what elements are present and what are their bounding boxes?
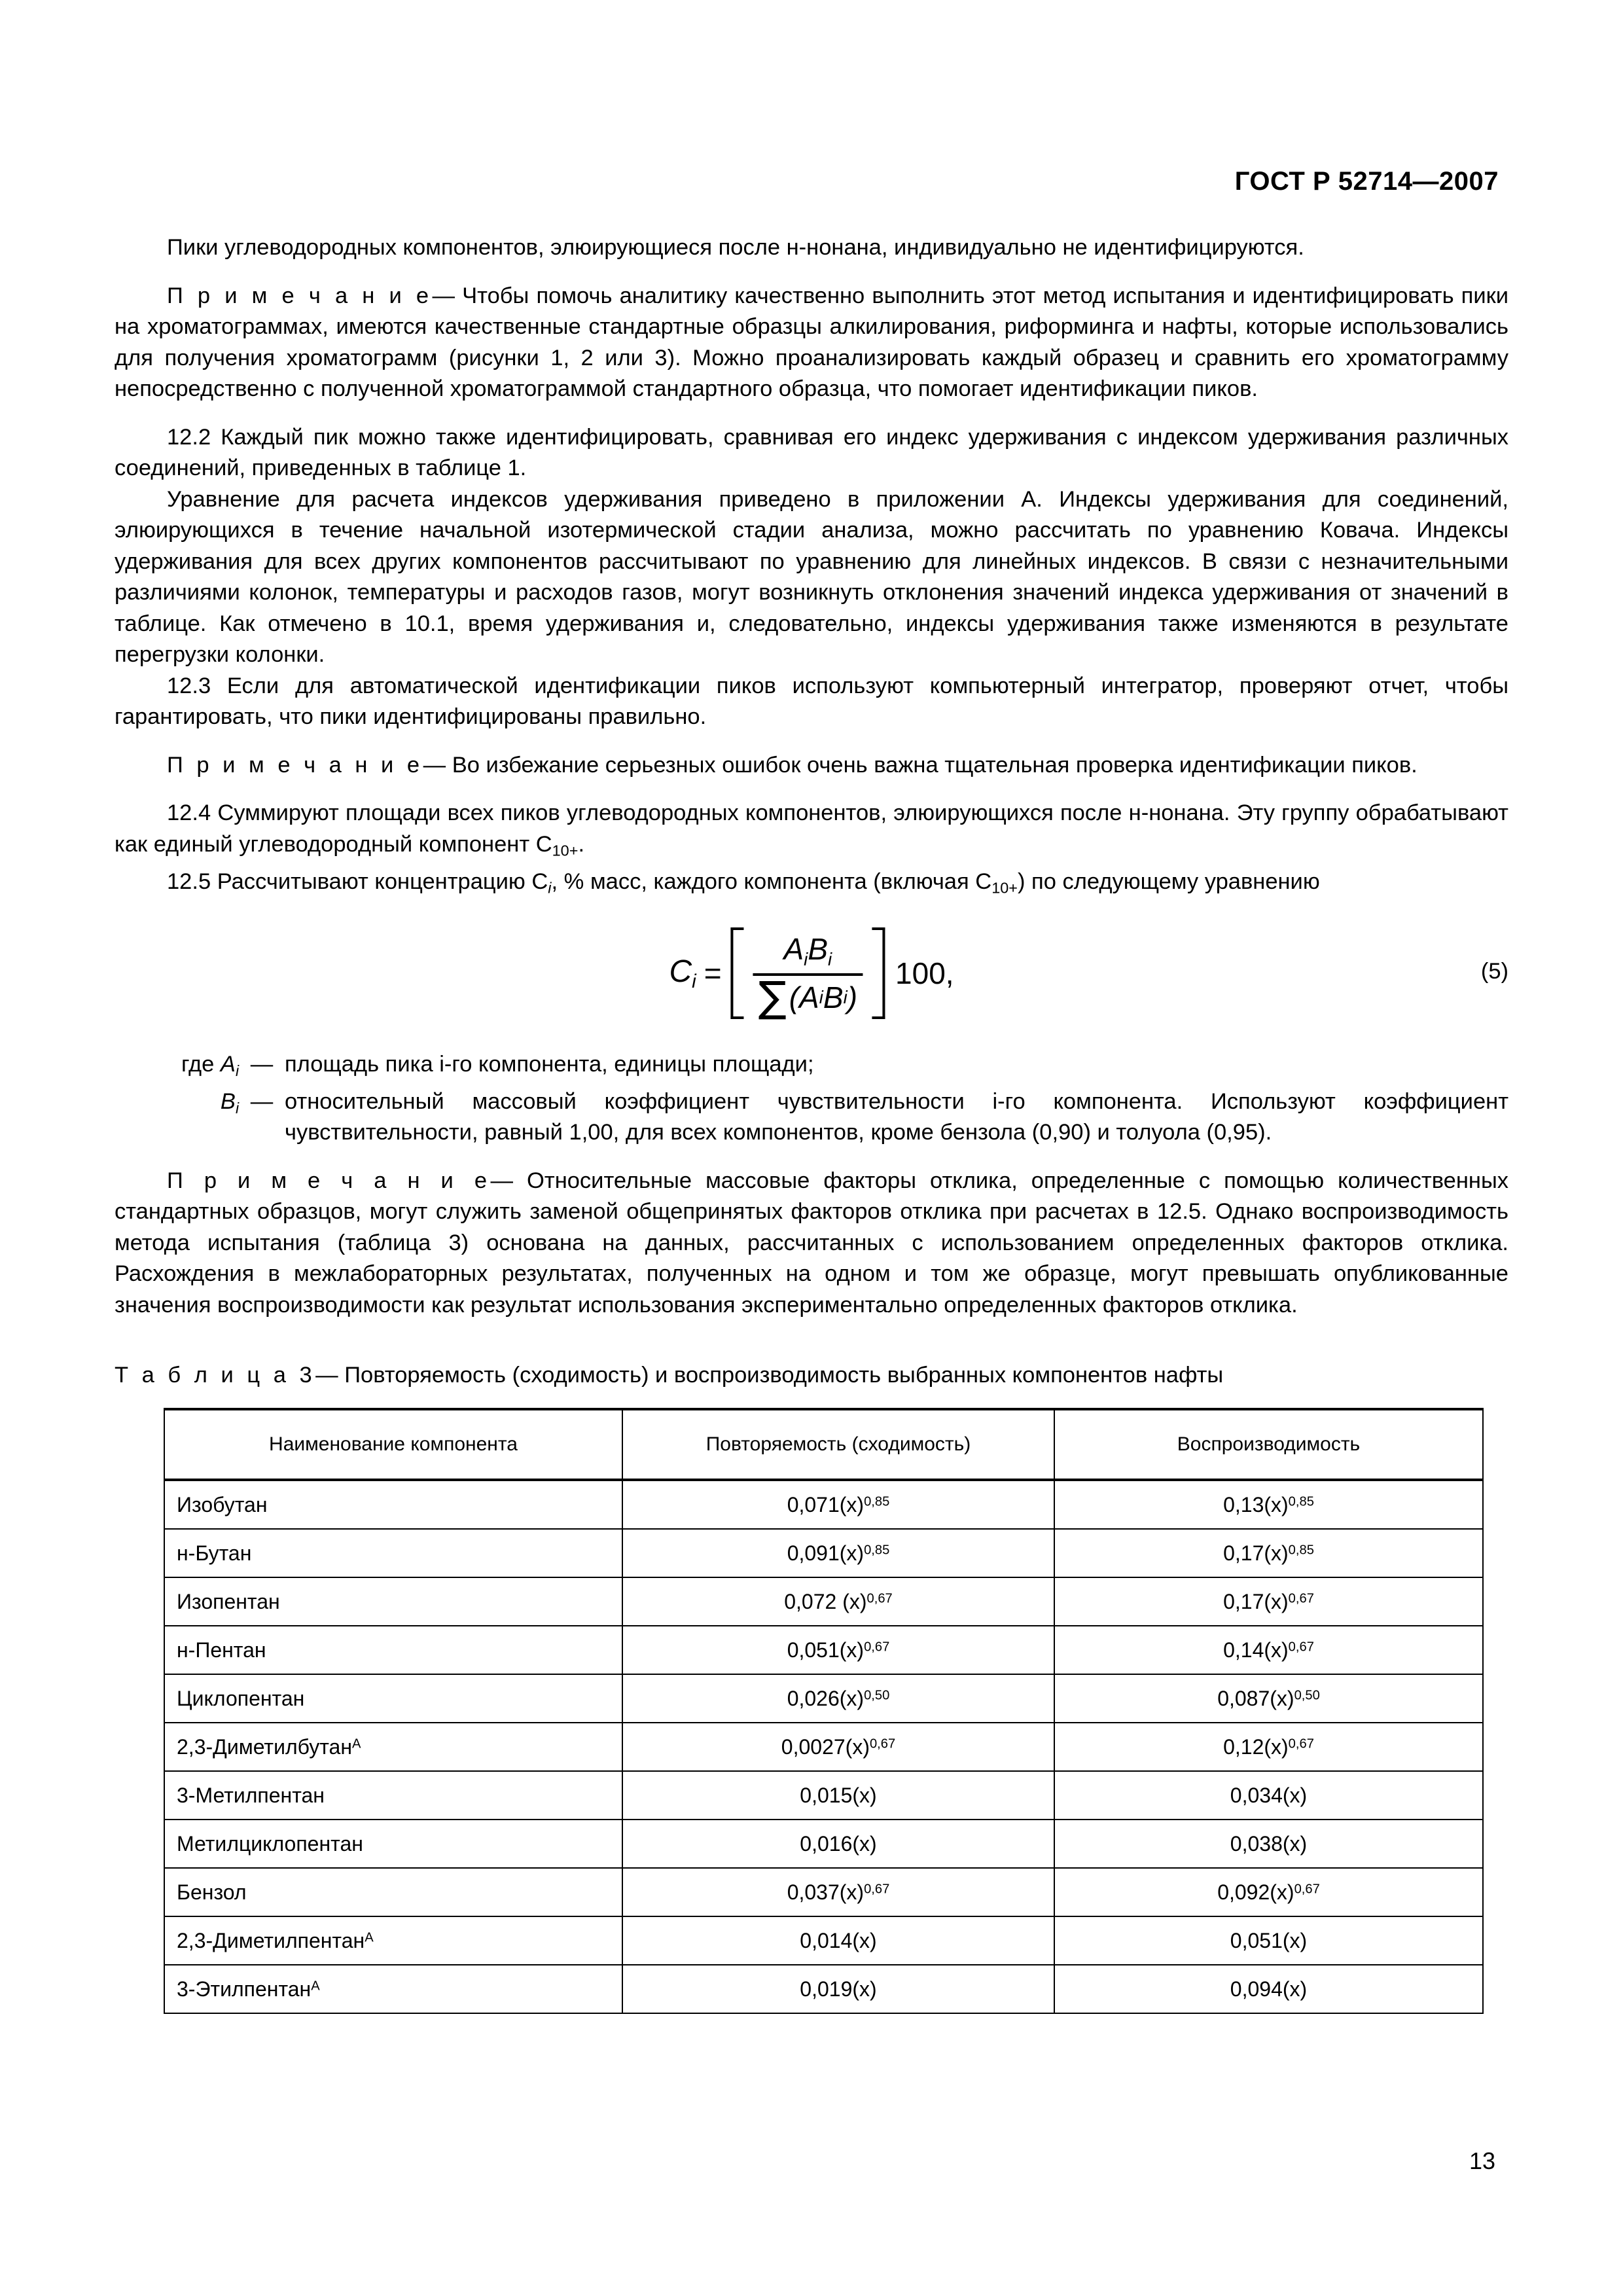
cell-repeatability	[622, 1820, 1054, 1868]
cell-reproducibility-superscript: 0,67	[1288, 1640, 1314, 1655]
table-header-row	[164, 1409, 1483, 1480]
page-number: 13	[1469, 2147, 1495, 2174]
cell-component-name	[164, 1771, 622, 1820]
clause-12-5-text-b: , % масс, каждого компонента (включая C	[551, 869, 992, 894]
clause-12-4	[115, 798, 1508, 867]
definition-dash: —	[250, 1088, 274, 1114]
column-header-repeatability: Повторяемость (сходимость)	[622, 1409, 1054, 1480]
subscript-c10plus: 10+	[552, 842, 579, 859]
repeatability-reproducibility-table	[164, 1408, 1484, 2014]
cell-component-name	[164, 1480, 622, 1529]
right-bracket	[872, 927, 885, 1020]
subscript-i: i	[548, 879, 552, 897]
fraction-numerator: $A_iB_i$	[783, 931, 832, 969]
fraction	[744, 927, 872, 1020]
cell-repeatability	[622, 1577, 1054, 1626]
cell-reproducibility	[1054, 1771, 1483, 1820]
table-body	[164, 1480, 1483, 2013]
subscript-c10plus: 10+	[991, 879, 1018, 897]
definition-row	[115, 1049, 1508, 1086]
clause-12-5-text-a: 12.5 Рассчитывают концентрацию C	[167, 869, 548, 894]
cell-repeatability	[622, 1916, 1054, 1965]
cell-component-name-text: Изопентан	[177, 1589, 280, 1613]
cell-component-name	[164, 1916, 622, 1965]
clause-12-2: 12.2 Каждый пик можно также идентифицировать, сравнивая его индекс удерживания с индексом удерживания различных соединений, приведенных в таблице 1.	[115, 424, 1508, 480]
cell-reproducibility	[1054, 1626, 1483, 1674]
note-body-text: — Чтобы помочь аналитику качественно выполнить этот метод испытания и идентифицировать пики на хроматограммах, имеются качественные стандартные образцы алкилирования, риформинга и нафты, которые использовались для получения хроматограмм (рисунки 1, 2 или 3). Можно проанализировать каждый образец и сравнить его хроматограмму непосредственно с полученной хроматограммой стандартного образца, что помогает идентификации пиков.	[115, 283, 1508, 401]
left-bracket	[731, 927, 744, 1020]
cell-component-name-text: 2,3-Диметилбутан	[177, 1734, 353, 1759]
table-row	[164, 1965, 1483, 2013]
cell-reproducibility-text: 0,094(x)	[1230, 1977, 1308, 2001]
cell-repeatability-text: 0,016(x)	[800, 1831, 877, 1856]
cell-repeatability-text: 0,014(x)	[800, 1928, 877, 1952]
cell-component-name-superscript: A	[365, 1930, 374, 1945]
cell-reproducibility-text: 0,038(x)	[1230, 1831, 1308, 1856]
cell-repeatability	[622, 1771, 1054, 1820]
cell-reproducibility	[1054, 1868, 1483, 1916]
definition-row	[115, 1086, 1508, 1149]
column-header-reproducibility: Воспроизводимость	[1054, 1409, 1483, 1480]
cell-component-name	[164, 1577, 622, 1626]
cell-reproducibility-text: 0,087(x)	[1217, 1686, 1294, 1710]
cell-repeatability	[622, 1723, 1054, 1771]
summation-sigma-icon: ∑	[758, 973, 787, 1022]
formula-lhs: $C_i$	[669, 954, 696, 992]
cell-repeatability-text: 0,019(x)	[800, 1977, 877, 2001]
cell-component-name	[164, 1529, 622, 1577]
cell-repeatability-text: 0,071(x)	[787, 1492, 865, 1516]
cell-component-name-text: Бензол	[177, 1880, 247, 1904]
definition-text: площадь пика i-го компонента, единицы площади;	[285, 1051, 814, 1077]
cell-reproducibility-superscript: 0,67	[1288, 1736, 1314, 1751]
cell-repeatability-text: 0,037(x)	[787, 1880, 865, 1904]
note-verification	[115, 750, 1508, 781]
formula-block	[115, 927, 1508, 1026]
table-row	[164, 1771, 1483, 1820]
table-row	[164, 1529, 1483, 1577]
definition-dash: —	[250, 1051, 274, 1077]
cell-component-name-text: н-Пентан	[177, 1638, 266, 1662]
table-caption-label: Т а б л и ц а 3	[115, 1363, 316, 1388]
cell-component-name-text: 3-Этилпентан	[177, 1977, 312, 2001]
cell-repeatability	[622, 1529, 1054, 1577]
cell-repeatability-text: 0,0027(x)	[781, 1734, 870, 1759]
cell-reproducibility	[1054, 1674, 1483, 1723]
table-3-container	[115, 1408, 1508, 2014]
cell-reproducibility-text: 0,13(x)	[1223, 1492, 1289, 1516]
cell-reproducibility	[1054, 1723, 1483, 1771]
where-keyword: где	[181, 1051, 215, 1077]
cell-reproducibility-text: 0,034(x)	[1230, 1783, 1308, 1807]
cell-repeatability	[622, 1868, 1054, 1916]
table-row	[164, 1820, 1483, 1868]
note-response-factors	[115, 1166, 1508, 1321]
standard-code-header: ГОСТ Р 52714—2007	[1234, 167, 1499, 196]
cell-component-name	[164, 1965, 622, 2013]
cell-reproducibility-superscript: 0,67	[1294, 1882, 1320, 1897]
note-lead-label: П р и м е ч а н и е	[167, 1168, 491, 1193]
cell-repeatability-text: 0,026(x)	[787, 1686, 865, 1710]
cell-reproducibility-superscript: 0,50	[1294, 1688, 1320, 1703]
definition-symbol: где $A_i$	[181, 1051, 239, 1079]
clause-12-5	[115, 867, 1508, 904]
clause-12-4-text-b: .	[578, 831, 585, 857]
paragraph-intro: Пики углеводородных компонентов, элюирующиеся после н-нонана, индивидуально не идентифицируются.	[167, 235, 1304, 260]
table-row	[164, 1577, 1483, 1626]
cell-reproducibility-superscript: 0,67	[1288, 1591, 1314, 1606]
table-row	[164, 1916, 1483, 1965]
cell-repeatability-superscript: 0,50	[864, 1688, 890, 1703]
note-body-text: — Во избежание серьезных ошибок очень важна тщательная проверка идентификации пиков.	[423, 752, 1418, 778]
column-header-component: Наименование компонента	[164, 1409, 622, 1480]
symbol-definitions	[115, 1049, 1508, 1149]
cell-component-name	[164, 1626, 622, 1674]
cell-repeatability-text: 0,015(x)	[800, 1783, 877, 1807]
table-row	[164, 1626, 1483, 1674]
cell-reproducibility-text: 0,17(x)	[1223, 1541, 1289, 1565]
formula-number: (5)	[1480, 958, 1508, 984]
cell-reproducibility	[1054, 1916, 1483, 1965]
cell-repeatability-superscript: 0,85	[864, 1543, 890, 1558]
table-caption	[115, 1360, 1508, 1391]
cell-repeatability-superscript: 0,67	[864, 1882, 890, 1897]
definition-text: относительный массовый коэффициент чувствительности i-го компонента. Используют коэффициент чувствительности, равный 1,00, для всех компонентов, кроме бензола (0,90) и толуола (0,95).	[285, 1088, 1508, 1145]
cell-component-name-text: Циклопентан	[177, 1686, 305, 1710]
cell-component-name-superscript: A	[311, 1979, 320, 1994]
cell-reproducibility-text: 0,092(x)	[1217, 1880, 1294, 1904]
equals-sign: =	[704, 956, 722, 991]
cell-reproducibility-superscript: 0,85	[1288, 1543, 1314, 1558]
cell-repeatability-superscript: 0,67	[864, 1640, 890, 1655]
bracketed-fraction	[731, 927, 885, 1020]
table-row	[164, 1480, 1483, 1529]
clause-12-2-continued: Уравнение для расчета индексов удерживания приведено в приложении А. Индексы удерживания для соединений, элюирующихся в течение начальной изотермической стадии анализа, можно рассчитать по уравнению Ковача. Индексы удерживания для всех других компонентов рассчитывают по уравнению для линейных индексов. В связи с незначительными различиями колонок, температуры и расходов газов, могут возникнуть отклонения значений индекса удерживания от значений в таблице. Как отмечено в 10.1, время удерживания и, следовательно, индексы удерживания также изменяются в результате перегрузки колонки.	[115, 486, 1508, 667]
table-row	[164, 1674, 1483, 1723]
cell-reproducibility-text: 0,14(x)	[1223, 1638, 1289, 1662]
cell-component-name	[164, 1674, 622, 1723]
cell-repeatability	[622, 1674, 1054, 1723]
clause-12-5-text-c: ) по следующему уравнению	[1017, 869, 1320, 894]
note-identification	[115, 281, 1508, 405]
cell-reproducibility	[1054, 1965, 1483, 2013]
table-row	[164, 1868, 1483, 1916]
cell-reproducibility	[1054, 1529, 1483, 1577]
cell-repeatability-text: 0,091(x)	[787, 1541, 865, 1565]
cell-component-name	[164, 1868, 622, 1916]
clause-12-3: 12.3 Если для автоматической идентификации пиков используют компьютерный интегратор, проверяют отчет, чтобы гарантировать, что пики идентифицированы правильно.	[115, 673, 1508, 729]
cell-repeatability-superscript: 0,67	[866, 1591, 893, 1606]
formula-multiplier: 100,	[895, 956, 954, 991]
note-lead-label: П р и м е ч а н и е	[167, 752, 423, 778]
cell-component-name	[164, 1723, 622, 1771]
cell-repeatability-text: 0,051(x)	[787, 1638, 865, 1662]
cell-component-name-text: Метилциклопентан	[177, 1831, 363, 1856]
concentration-formula	[669, 927, 954, 1020]
cell-repeatability-superscript: 0,85	[864, 1494, 890, 1509]
cell-reproducibility	[1054, 1577, 1483, 1626]
cell-component-name-text: 2,3-Диметилпентан	[177, 1928, 365, 1952]
cell-reproducibility-superscript: 0,85	[1288, 1494, 1314, 1509]
table-caption-text: — Повторяемость (сходимость) и воспроизводимость выбранных компонентов нафты	[315, 1363, 1224, 1388]
fraction-denominator: ∑ (A i B i )	[753, 973, 863, 1016]
note-body-text: — Относительные массовые факторы отклика, определенные с помощью количественных стандартных образцов, могут служить заменой общепринятых факторов отклика при расчетах в 12.5. Однако воспроизводимость метода испытания (таблица 3) основана на данных, рассчитанных с использованием определенных факторов отклика. Расхождения в межлабораторных результатах, полученных на одном и том же образце, могут превышать опубликованные значения воспроизводимости как результат использования экспериментально определенных факторов отклика.	[115, 1168, 1508, 1318]
cell-repeatability	[622, 1965, 1054, 2013]
clause-12-4-text-a: 12.4 Суммируют площади всех пиков углеводородных компонентов, элюирующихся после н-нонана. Эту группу обрабатывают как единый углеводородный компонент C	[115, 800, 1508, 857]
cell-component-name	[164, 1820, 622, 1868]
cell-component-name-text: Изобутан	[177, 1492, 268, 1516]
cell-repeatability	[622, 1626, 1054, 1674]
cell-repeatability-superscript: 0,67	[869, 1736, 896, 1751]
cell-component-name-text: 3-Метилпентан	[177, 1783, 325, 1807]
cell-component-name-text: н-Бутан	[177, 1541, 252, 1565]
note-lead-label: П р и м е ч а н и е	[167, 283, 433, 308]
table-row	[164, 1723, 1483, 1771]
cell-repeatability-text: 0,072 (x)	[784, 1589, 867, 1613]
cell-reproducibility-text: 0,12(x)	[1223, 1734, 1289, 1759]
cell-reproducibility-text: 0,17(x)	[1223, 1589, 1289, 1613]
page-content	[115, 232, 1508, 2014]
cell-reproducibility-text: 0,051(x)	[1230, 1928, 1308, 1952]
definition-symbol: $B_i$	[220, 1088, 239, 1117]
cell-reproducibility	[1054, 1480, 1483, 1529]
cell-repeatability	[622, 1480, 1054, 1529]
cell-reproducibility	[1054, 1820, 1483, 1868]
cell-component-name-superscript: A	[352, 1736, 361, 1751]
